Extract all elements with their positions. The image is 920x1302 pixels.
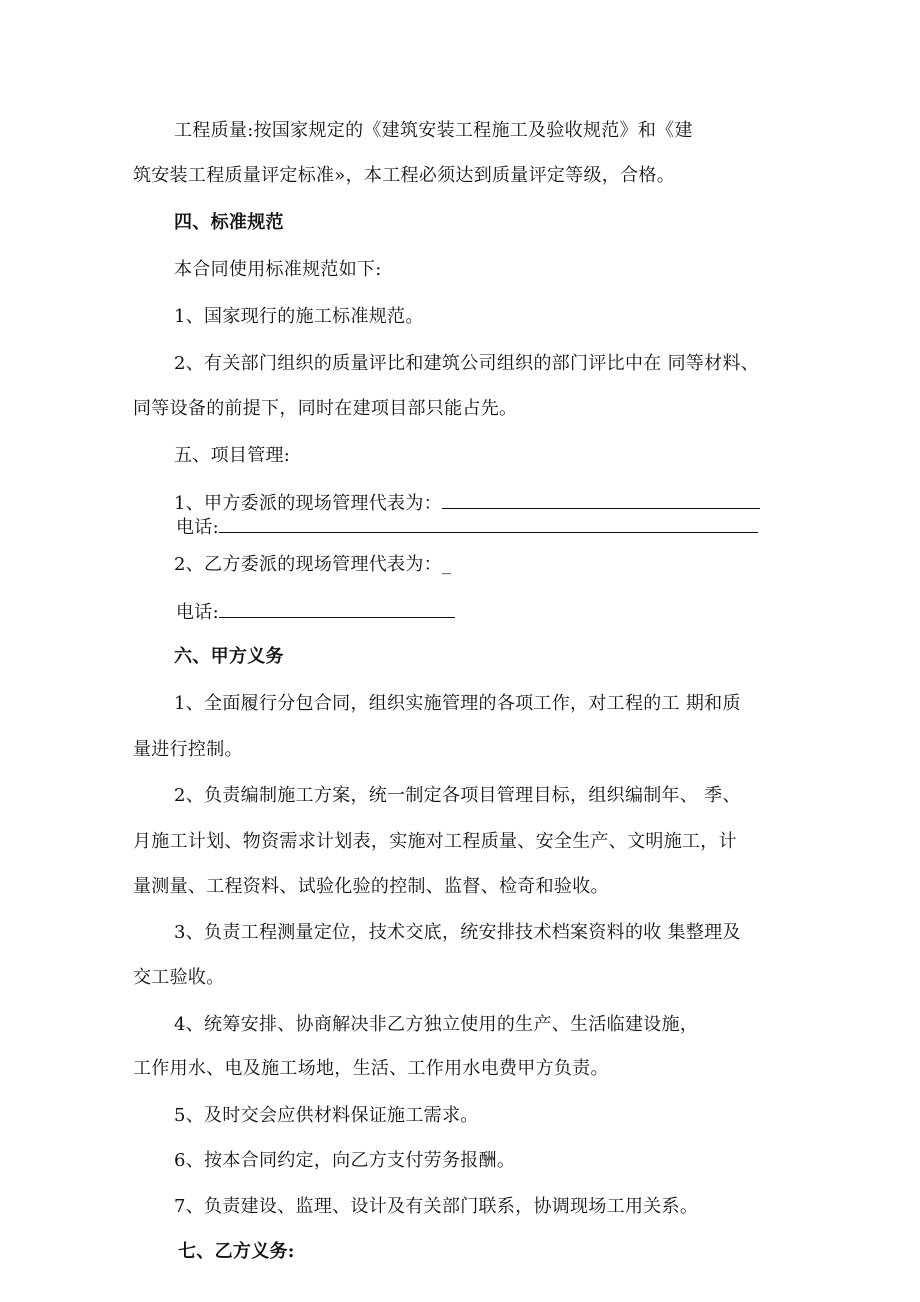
party-a-obligation-4-line-2: 工作用水、电及施工场地，生活、工作用水电费甲方负责。 xyxy=(133,1058,609,1079)
section-heading-standards: 四、标准规范 xyxy=(174,212,284,233)
section-heading-party-a-obligations: 六、甲方义务 xyxy=(174,646,284,667)
party-a-obligation-3-line-2: 交工验收。 xyxy=(133,967,225,988)
quality-paragraph-line-1: 工程质量:按国家规定的《建筑安装工程施工及验收规范》和《建 xyxy=(174,120,693,141)
party-a-representative-line xyxy=(174,490,760,516)
standards-intro: 本合同使用标准规范如下: xyxy=(174,259,382,280)
party-a-representative-label: 1、甲方委派的现场管理代表为： xyxy=(174,493,442,514)
party-a-obligation-4-line-1: 4、统筹安排、协商解决非乙方独立使用的生产、生活临建设施， xyxy=(174,1014,699,1035)
party-a-obligation-5: 5、及时交会应供材料保证施工需求。 xyxy=(174,1105,479,1126)
party-b-phone-label: 电话: xyxy=(176,602,219,623)
party-b-phone-blank xyxy=(219,599,455,618)
party-a-obligation-2-line-1: 2、负责编制施工方案，统一制定各项目管理目标，组织编制年、 季、 xyxy=(174,785,741,806)
party-a-obligation-1-line-1: 1、全面履行分包合同，组织实施管理的各项工作，对工程的工 期和质 xyxy=(174,693,741,714)
standards-item-2-line-1: 2、有关部门组织的质量评比和建筑公司组织的部门评比中在 同等材料、 xyxy=(174,353,760,374)
party-b-representative-line: 2、乙方委派的现场管理代表为：_ xyxy=(174,554,452,575)
party-a-obligation-1-line-2: 量进行控制。 xyxy=(133,739,243,760)
party-a-representative-blank xyxy=(442,490,760,509)
party-a-phone-label: 电话: xyxy=(176,517,219,538)
party-a-phone-line xyxy=(176,514,758,540)
party-b-phone-line xyxy=(176,599,455,625)
party-a-obligation-3-line-1: 3、负责工程测量定位，技术交底，统安排技术档案资料的收 集整理及 xyxy=(174,922,741,943)
party-a-obligation-2-line-3: 量测量、工程资料、试验化验的控制、监督、检奇和验收。 xyxy=(133,876,609,897)
party-a-obligation-6: 6、按本合同约定，向乙方支付劳务报酬。 xyxy=(174,1150,516,1171)
party-a-phone-blank xyxy=(219,514,758,533)
section-heading-project-management: 五、项目管理: xyxy=(174,445,291,466)
standards-item-1: 1、国家现行的施工标准规范。 xyxy=(174,306,424,327)
party-a-obligation-2-line-2: 月施工计划、物资需求计划表，实施对工程质量、安全生产、文明施工，计 xyxy=(133,831,737,852)
quality-paragraph-line-2: 筑安装工程质量评定标准»，本工程必须达到质量评定等级，合格。 xyxy=(133,165,676,186)
standards-item-2-line-2: 同等设备的前提下，同时在建项目部只能占先。 xyxy=(133,398,518,419)
party-a-obligation-7: 7、负责建设、监理、设计及有关部门联系，协调现场工用关系。 xyxy=(174,1196,699,1217)
section-heading-party-b-obligations: 七、乙方义务: xyxy=(178,1241,295,1262)
